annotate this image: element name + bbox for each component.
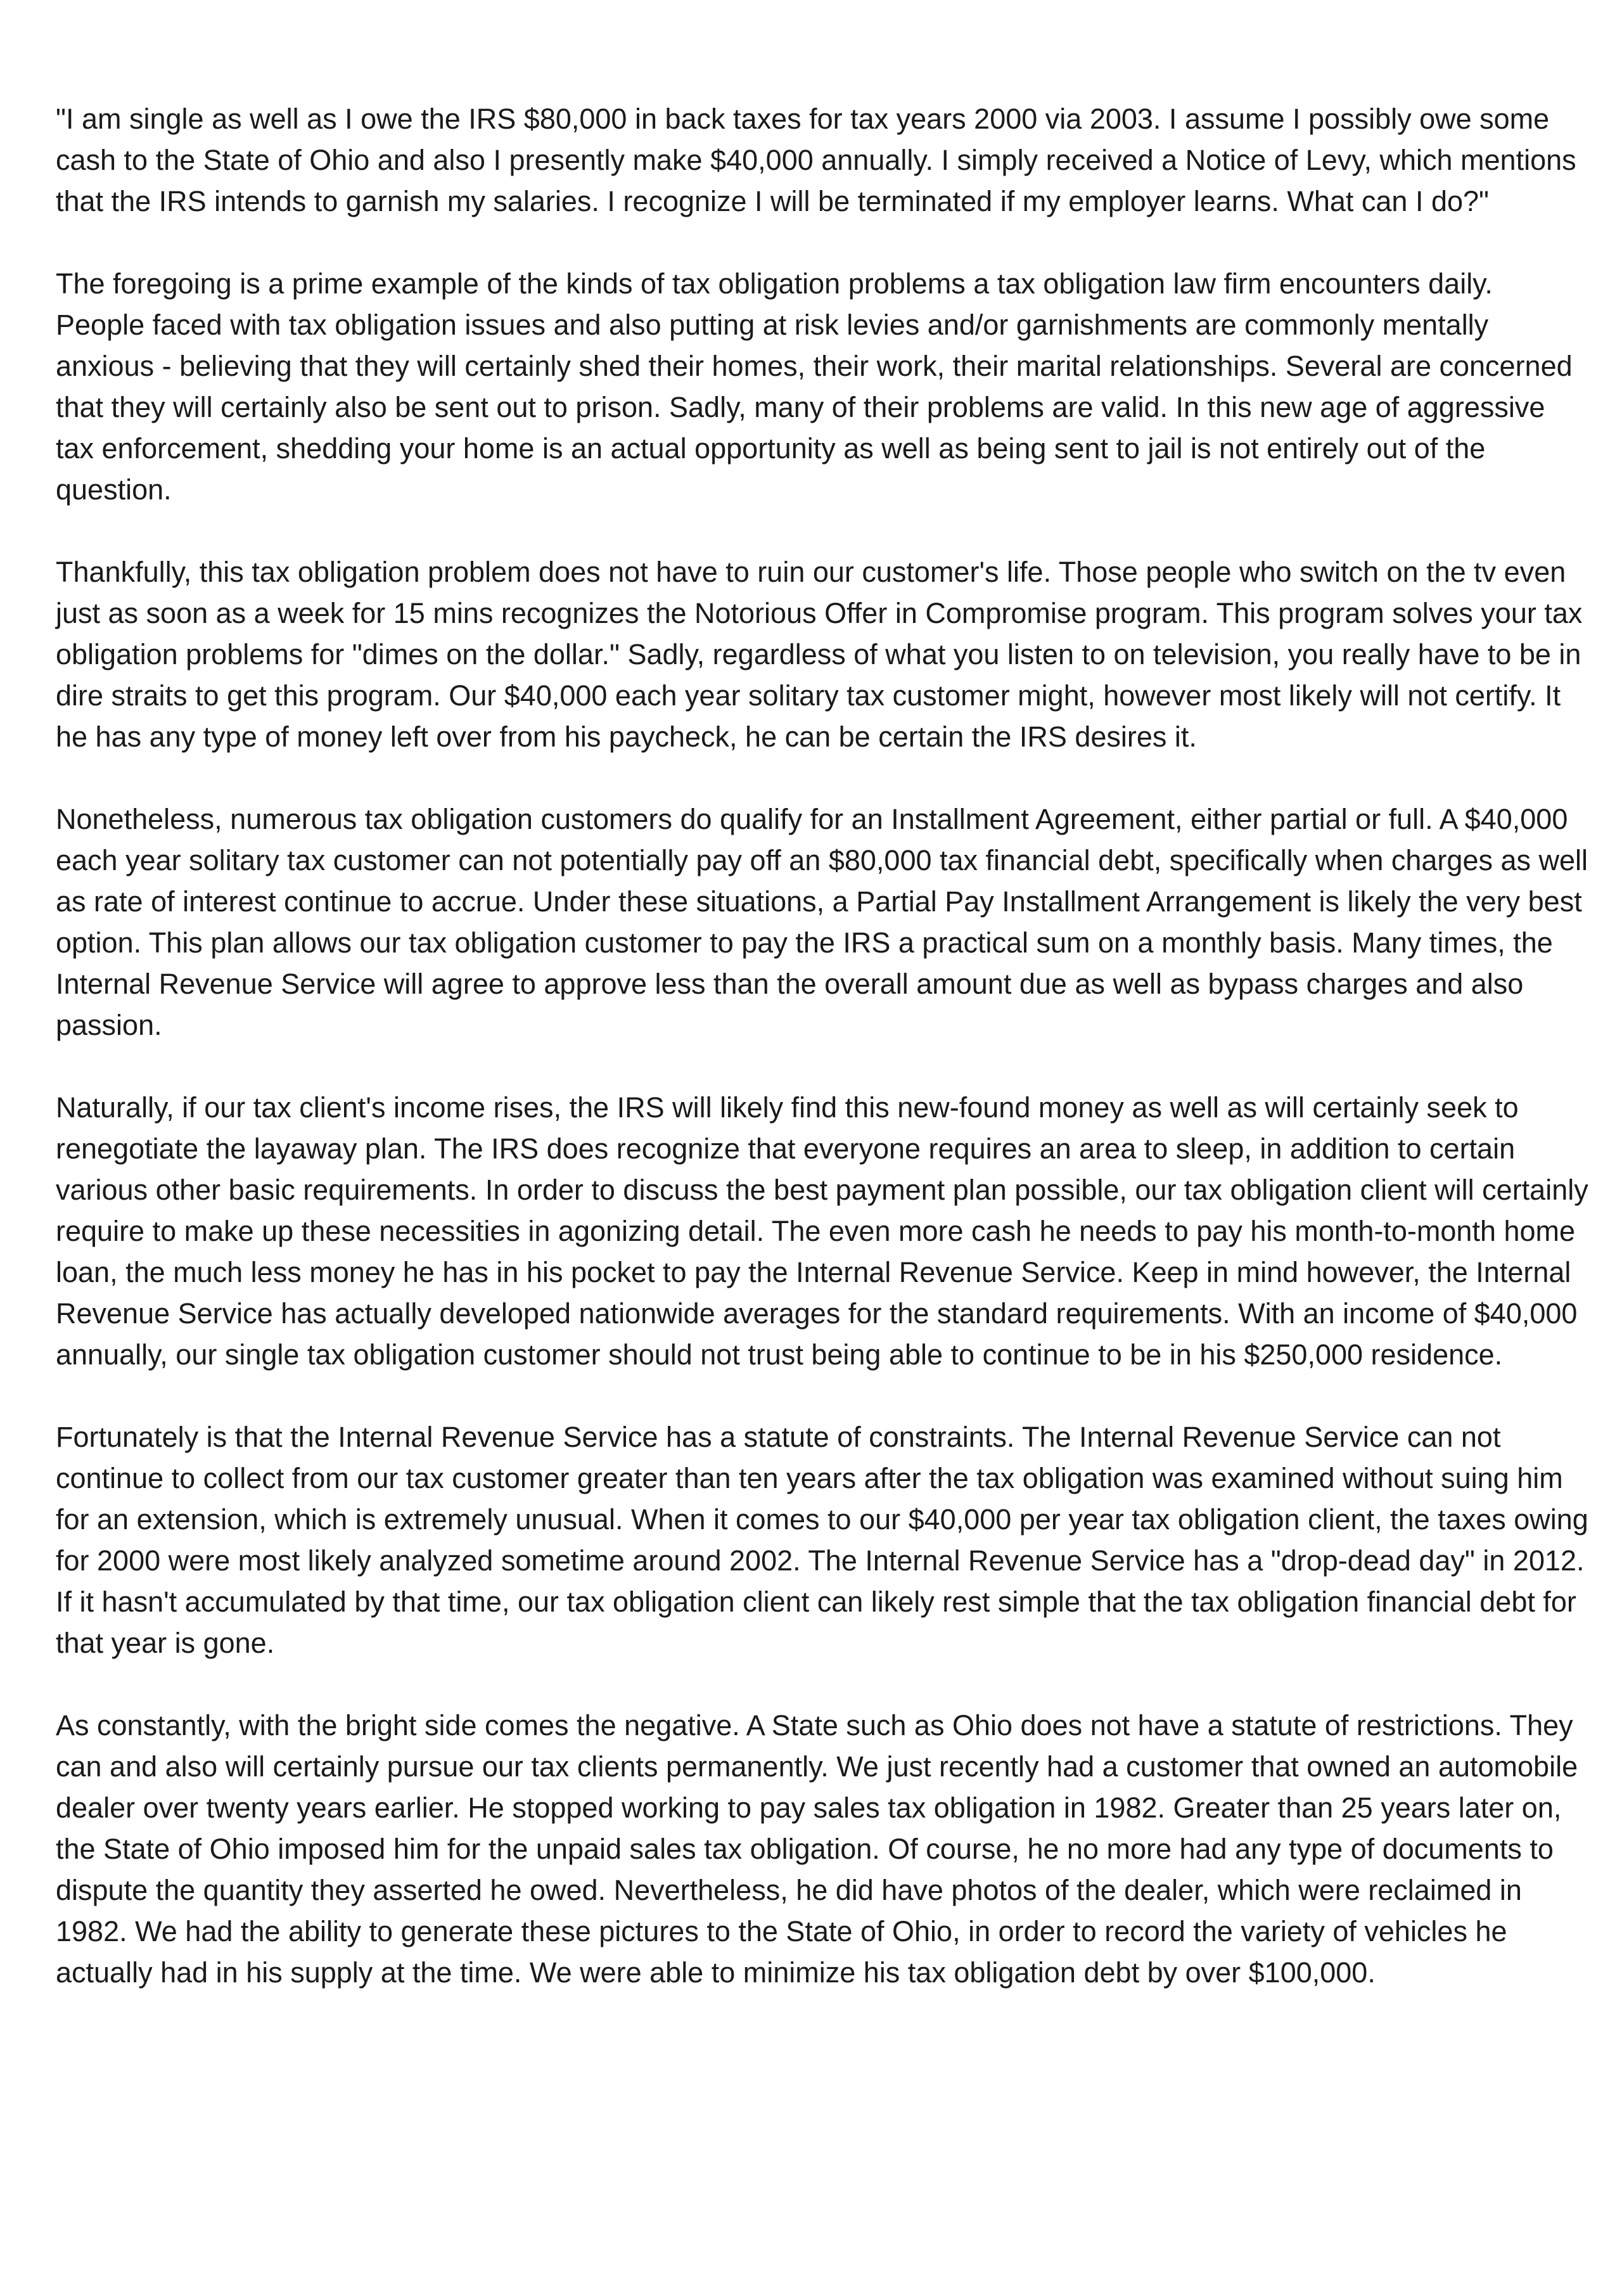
paragraph-2: The foregoing is a prime example of the kinds of tax obligation problems a tax obligation law firm encounters daily. People faced with tax obligation issues and also putting at risk levies and/or garnishments are commonly mentally anxious - believing that they will certainly shed their homes, their work, their marital relationships. Several are concerned that they will certainly also be sent out to prison. Sadly, many of their problems are valid. In this new age of aggressive tax enforcement, shedding your home is an actual opportunity as well as being sent to jail is not entirely out of the question. xyxy=(56,267,1573,506)
paragraph-1: "I am single as well as I owe the IRS $80,000 in back taxes for tax years 2000 via 2003. I assume I possibly owe some cash to the State of Ohio and also I presently make $40,000 annually. I simply received a Notice of Levy, which mentions that the IRS intends to garnish my salaries. I recognize I will be terminated if my employer learns. What can I do?" xyxy=(56,103,1576,217)
paragraph-7: As constantly, with the bright side comes the negative. A State such as Ohio does not have a statute of restrictions. They can and also will certainly pursue our tax clients permanently. We just recently had a customer that owned an automobile dealer over twenty years earlier. He stopped working to pay sales tax obligation in 1982. Greater than 25 years later on, the State of Ohio imposed him for the unpaid sales tax obligation. Of course, he no more had any type of documents to dispute the quantity they asserted he owed. Nevertheless, he did have photos of the dealer, which were reclaimed in 1982. We had the ability to generate these pictures to the State of Ohio, in order to record the variety of vehicles he actually had in his supply at the time. We were able to minimize his tax obligation debt by over $100,000. xyxy=(56,1709,1578,1989)
paragraph-6: Fortunately is that the Internal Revenue Service has a statute of constraints. The Internal Revenue Service can not continue to collect from our tax customer greater than ten years after the tax obligation was examined without suing him for an extension, which is extremely unusual. When it comes to our $40,000 per year tax obligation client, the taxes owing for 2000 were most likely analyzed sometime around 2002. The Internal Revenue Service has a "drop-dead day" in 2012. If it hasn't accumulated by that time, our tax obligation client can likely rest simple that the tax obligation financial debt for that year is gone. xyxy=(56,1421,1588,1659)
document-body xyxy=(56,98,1589,1993)
paragraph-4: Nonetheless, numerous tax obligation customers do qualify for an Installment Agreement, either partial or full. A $40,000 each year solitary tax customer can not potentially pay off an $80,000 tax financial debt, specifically when charges as well as rate of interest continue to accrue. Under these situations, a Partial Pay Installment Arrangement is likely the very best option. This plan allows our tax obligation customer to pay the IRS a practical sum on a monthly basis. Many times, the Internal Revenue Service will agree to approve less than the overall amount due as well as bypass charges and also passion. xyxy=(56,803,1588,1041)
paragraph-3: Thankfully, this tax obligation problem does not have to ruin our customer's life. Those people who switch on the tv even just as soon as a week for 15 mins recognizes the Notorious Offer in Compromise program. This program solves your tax obligation problems for "dimes on the dollar." Sadly, regardless of what you listen to on television, you really have to be in dire straits to get this program. Our $40,000 each year solitary tax customer might, however most likely will not certify. It he has any type of money left over from his paycheck, he can be certain the IRS desires it. xyxy=(56,556,1583,753)
paragraph-5: Naturally, if our tax client's income rises, the IRS will likely find this new-found money as well as will certainly seek to renegotiate the layaway plan. The IRS does recognize that everyone requires an area to sleep, in addition to certain various other basic requirements. In order to discuss the best payment plan possible, our tax obligation client will certainly require to make up these necessities in agonizing detail. The even more cash he needs to pay his month-to-month home loan, the much less money he has in his pocket to pay the Internal Revenue Service. Keep in mind however, the Internal Revenue Service has actually developed nationwide averages for the standard requirements. With an income of $40,000 annually, our single tax obligation customer should not trust being able to continue to be in his $250,000 residence. xyxy=(56,1091,1588,1371)
